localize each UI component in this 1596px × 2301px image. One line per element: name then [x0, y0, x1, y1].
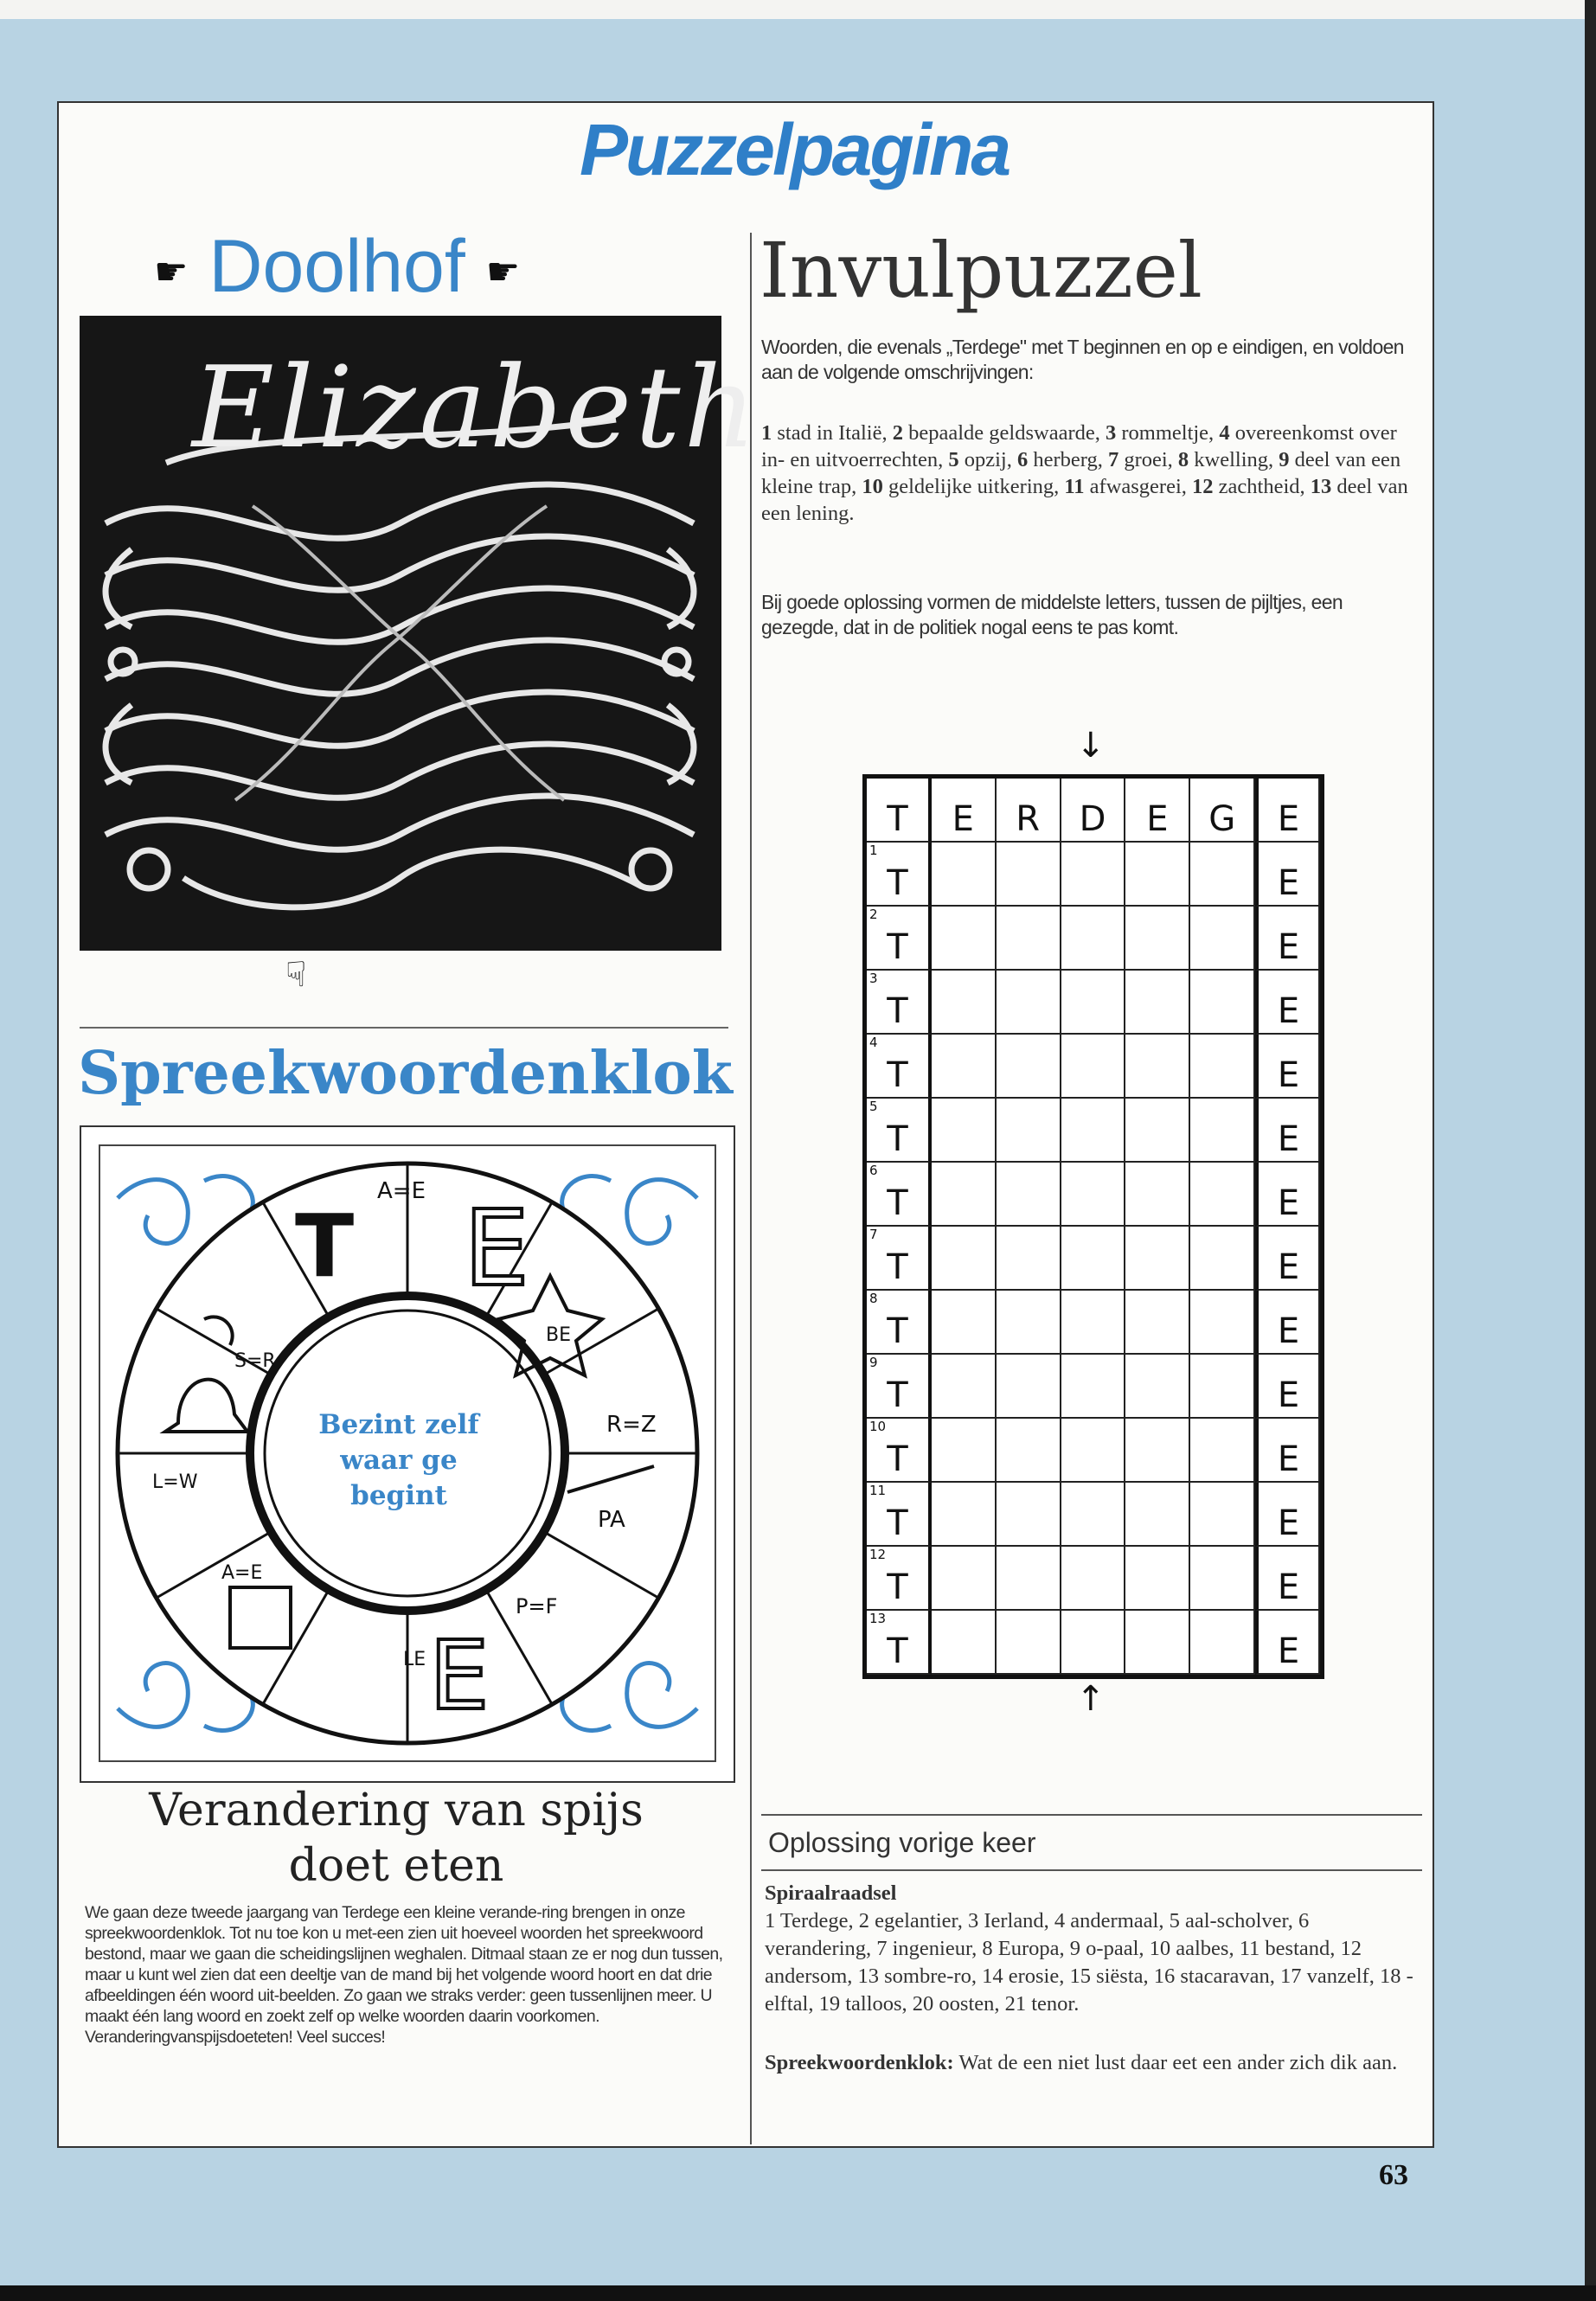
grid-cell: [1255, 1419, 1320, 1483]
previous-solution: [761, 1814, 1419, 2143]
clock-segment-label: S=R: [234, 1350, 276, 1372]
grid-cell: [1255, 1163, 1320, 1227]
grid-cell: [867, 907, 932, 971]
grid-cell: [1125, 1291, 1190, 1355]
scan-right-edge: [1585, 0, 1596, 2301]
grid-cell: [1255, 1035, 1320, 1099]
grid-row-number: 6: [869, 1163, 878, 1178]
fill-in-grid: [862, 774, 1324, 1679]
grid-cell: [1061, 1099, 1126, 1163]
grid-cell: [1125, 1227, 1190, 1291]
clock-segment-label: PA: [598, 1507, 625, 1533]
grid-letter: D: [1079, 799, 1106, 839]
grid-cell: [997, 1163, 1061, 1227]
grid-letter: T: [887, 1503, 908, 1543]
pointing-hand-icon: ☛: [154, 250, 189, 293]
grid-cell: [1125, 971, 1190, 1035]
arrow-up-icon: ↑: [1076, 1679, 1106, 1719]
grid-letter: T: [887, 1375, 908, 1415]
grid-cell: [1125, 1355, 1190, 1419]
grid-cell: [1190, 1483, 1255, 1547]
grid-cell: [1061, 907, 1126, 971]
grid-cell: [1190, 1291, 1255, 1355]
clue-text: afwasgerei,: [1084, 475, 1193, 498]
clock-segment-label: P=F: [516, 1594, 558, 1618]
grid-row-number: 3: [869, 971, 878, 986]
pointing-hand-icon: ☛: [485, 250, 521, 293]
grid-letter: R: [1016, 799, 1041, 839]
spiral-solution-text: 1 Terdege, 2 egelantier, 3 Ierland, 4 andermaal, 5 aal-scholver, 6 verandering, 7 ingenieur, 8 Europa, 9 o-paal, 10 aalbes, 11 bestand, 12 andersom, 13 sombre-ro, 14 erosie, 15 siësta, 16 stacaravan, 17 vanzelf, 18 -elftal, 19 talloos, 20 oosten, 21 tenor.: [765, 1909, 1413, 2016]
grid-cell: [1190, 1227, 1255, 1291]
grid-cell: [867, 1611, 932, 1675]
grid-cell: [932, 1611, 997, 1675]
grid-letter: T: [887, 1631, 908, 1671]
grid-header-cell: [997, 779, 1061, 843]
grid-cell: [1125, 1099, 1190, 1163]
grid-cell: [1190, 1035, 1255, 1099]
grid-cell: [997, 1291, 1061, 1355]
clue-number: 10: [862, 475, 883, 498]
grid-cell: [1061, 971, 1126, 1035]
grid-cell: [932, 1419, 997, 1483]
grid-letter: T: [887, 1055, 908, 1095]
grid-letter: T: [887, 1183, 908, 1223]
grid-cell: [932, 1291, 997, 1355]
grid-row-number: 8: [869, 1291, 878, 1306]
grid-letter: E: [1277, 1183, 1300, 1223]
grid-cell: [1255, 1227, 1320, 1291]
grid-letter: E: [952, 799, 974, 839]
clue-text: opzij,: [958, 448, 1017, 471]
grid-letter: G: [1208, 799, 1236, 839]
grid-cell: [1190, 1419, 1255, 1483]
grid-cell: [1125, 1163, 1190, 1227]
grid-letter: E: [1277, 1503, 1300, 1543]
grid-letter: E: [1277, 927, 1300, 967]
grid-cell: [1190, 1611, 1255, 1675]
clock-center-line: begint: [350, 1480, 447, 1511]
fill-in-note: Bij goede oplossing vormen de middelste letters, tussen de pijltjes, een gezegde, dat in de politiek nogal eens te pas komt.: [761, 591, 1343, 638]
grid-letter: E: [1277, 1567, 1300, 1607]
clue-text: deel van een kleine trap,: [761, 448, 1401, 498]
scan-top-edge: [0, 0, 1596, 19]
grid-cell: [997, 1547, 1061, 1611]
grid-cell: [1190, 1355, 1255, 1419]
grid-cell: [1190, 1547, 1255, 1611]
grid-cell: [1190, 843, 1255, 907]
grid-cell: [1255, 907, 1320, 971]
grid-cell: [1255, 1355, 1320, 1419]
clue-text: rommeltje,: [1116, 421, 1220, 445]
clue-number: 4: [1219, 421, 1230, 445]
grid-cell: [867, 1483, 932, 1547]
grid-cell: [997, 1611, 1061, 1675]
grid-cell: [1125, 1035, 1190, 1099]
grid-letter: T: [887, 1439, 908, 1479]
grid-cell: [867, 1355, 932, 1419]
clock-center-line: waar ge: [340, 1445, 458, 1476]
grid-cell: [867, 1227, 932, 1291]
grid-cell: [997, 971, 1061, 1035]
grid-letter: T: [887, 863, 908, 903]
grid-cell: [1061, 1291, 1126, 1355]
grid-cell: [1255, 1483, 1320, 1547]
grid-header-cell: [1190, 779, 1255, 843]
clock-segment-label: A=E: [377, 1178, 426, 1204]
change-heading-line: doet eten: [288, 1840, 504, 1892]
grid-cell: [932, 907, 997, 971]
grid-cell: [1255, 1291, 1320, 1355]
grid-cell: [997, 1035, 1061, 1099]
spiral-solution: [765, 1880, 1419, 2018]
fill-in-intro: Woorden, die evenals „Terdege" met T beginnen en op e eindigen, en voldoen aan de volgende omschrijvingen:: [761, 336, 1404, 383]
grid-row-number: 11: [869, 1483, 887, 1498]
grid-cell: [1255, 971, 1320, 1035]
grid-letter: T: [887, 799, 908, 839]
grid-cell: [932, 1035, 997, 1099]
clue-text: zachtheid,: [1213, 475, 1311, 498]
grid-cell: [997, 1355, 1061, 1419]
grid-cell: [867, 1419, 932, 1483]
clock-segment-label: E: [429, 1620, 490, 1731]
grid-letter: E: [1277, 1055, 1300, 1095]
clue-number: 11: [1064, 475, 1085, 498]
grid-header-cell: [1125, 779, 1190, 843]
grid-letter: E: [1277, 1311, 1300, 1351]
arrow-down-icon: ↓: [1076, 726, 1106, 766]
grid-letter: T: [887, 1119, 908, 1159]
clock-segment-label: L=W: [152, 1471, 198, 1493]
clue-text: bepaalde geldswaarde,: [902, 421, 1106, 445]
clue-number: 3: [1105, 421, 1117, 445]
grid-letter: E: [1277, 991, 1300, 1031]
grid-row-number: 9: [869, 1355, 878, 1370]
clue-number: 2: [892, 421, 903, 445]
grid-cell: [867, 1035, 932, 1099]
scan-bottom-edge: [0, 2285, 1596, 2301]
grid-cell: [867, 1547, 932, 1611]
clue-text: geldelijke uitkering,: [882, 475, 1065, 498]
grid-cell: [1061, 1227, 1126, 1291]
grid-row-number: 10: [869, 1419, 887, 1434]
grid-cell: [1061, 843, 1126, 907]
grid-cell: [1255, 1099, 1320, 1163]
grid-letter: T: [887, 991, 908, 1031]
grid-cell: [1125, 1419, 1190, 1483]
clock-segment-label: LE: [403, 1649, 426, 1670]
grid-cell: [997, 907, 1061, 971]
fill-in-clues: [761, 420, 1419, 527]
grid-letter: T: [887, 1567, 908, 1607]
clue-text: herberg,: [1028, 448, 1108, 471]
clock-center-line: Bezint zelf: [318, 1409, 479, 1440]
clue-text: overeenkomst over in- en uitvoerrechten,: [761, 421, 1397, 471]
grid-row-number: 7: [869, 1227, 878, 1242]
grid-row-number: 12: [869, 1547, 887, 1562]
grid-cell: [867, 1163, 932, 1227]
grid-row-number: 13: [869, 1611, 887, 1626]
clue-number: 5: [948, 448, 959, 471]
grid-letter: T: [887, 927, 908, 967]
puzzle-page: [57, 101, 1434, 2148]
grid-letter: T: [887, 1311, 908, 1351]
grid-cell: [867, 843, 932, 907]
grid-cell: [1255, 1611, 1320, 1675]
grid-header-cell: [1061, 779, 1126, 843]
maze-heading: Doolhof: [208, 225, 465, 308]
grid-row-number: 1: [869, 843, 878, 858]
grid-letter: E: [1277, 1247, 1300, 1287]
grid-letter: E: [1277, 1439, 1300, 1479]
grid-cell: [1061, 1611, 1126, 1675]
proverb-solution: [765, 2049, 1419, 2077]
clue-number: 8: [1177, 448, 1189, 471]
clue-text: kwelling,: [1189, 448, 1279, 471]
spiral-solution-title: Spiraalraadsel: [765, 1881, 897, 1905]
section-divider: [80, 1027, 728, 1029]
proverb-clock-heading: Spreekwoordenklok: [78, 1039, 733, 1108]
maze-word: Elizabeth: [192, 342, 760, 473]
fill-in-puzzle-heading: Invulpuzzel: [760, 226, 1202, 315]
grid-cell: [1061, 1355, 1126, 1419]
grid-cell: [867, 1099, 932, 1163]
grid-cell: [997, 1227, 1061, 1291]
clue-text: deel van een lening.: [761, 475, 1408, 525]
grid-cell: [1125, 1547, 1190, 1611]
grid-row-number: 5: [869, 1099, 878, 1114]
grid-header-cell: [1255, 779, 1320, 843]
column-divider: [750, 233, 752, 2144]
grid-cell: [932, 1099, 997, 1163]
maze-heading-row: [154, 224, 760, 310]
grid-cell: [932, 1547, 997, 1611]
grid-letter: E: [1277, 1631, 1300, 1671]
grid-cell: [1190, 907, 1255, 971]
clock-segment-label: T: [295, 1195, 355, 1297]
page-title: Puzzelpagina: [579, 109, 1010, 190]
grid-header-cell: [932, 779, 997, 843]
proverb-solution-title: Spreekwoordenklok:: [765, 2051, 954, 2074]
grid-cell: [997, 1419, 1061, 1483]
clue-number: 12: [1192, 475, 1214, 498]
grid-letter: E: [1277, 1375, 1300, 1415]
grid-cell: [1125, 843, 1190, 907]
change-heading-line: Verandering van spijs: [149, 1785, 644, 1836]
grid-cell: [867, 971, 932, 1035]
grid-letter: E: [1146, 799, 1169, 839]
change-body-text: We gaan deze tweede jaargang van Terdege een kleine verande-ring brengen in onze spreekwoordenklok. Tot nu toe kon u met-een zien uit hoeveel woorden het spreekwoord bestond, maar we gaan die scheidingslijnen weghalen. Ditmaal staan ze er nog dun tussen, maar u kunt wel zien dat een deeltje van de mand bij het volgende woord hoort en dat drie afbeeldingen één woord uit-beelden. Zo gaan we straks verder: geen tussenlijnen meer. U maakt één lang woord en zoekt zelf op welke woorden daarin voorkomen. Veranderingvanspijsdoeteten! Veel succes!: [85, 1903, 723, 2047]
clock-center-text: [312, 1407, 485, 1514]
clock-segment-label: E: [464, 1189, 529, 1310]
grid-cell: [1125, 1483, 1190, 1547]
grid-cell: [1061, 1035, 1126, 1099]
proverb-clock-frame: [80, 1125, 735, 1783]
clue-number: 6: [1016, 448, 1029, 471]
grid-letter: E: [1277, 799, 1300, 839]
maze-image: [80, 316, 760, 951]
clue-text: stad in Italië,: [772, 421, 893, 445]
grid-cell: [997, 1483, 1061, 1547]
grid-row-number: 2: [869, 907, 878, 922]
clue-text: groei,: [1118, 448, 1178, 471]
grid-cell: [932, 843, 997, 907]
clue-number: 7: [1107, 448, 1119, 471]
clue-number: 1: [761, 421, 772, 445]
grid-cell: [1190, 1099, 1255, 1163]
grid-cell: [1190, 1163, 1255, 1227]
clock-segment-label: BE: [546, 1324, 571, 1346]
grid-cell: [1061, 1483, 1126, 1547]
grid-cell: [932, 971, 997, 1035]
clock-segment-label: A=E: [221, 1562, 263, 1584]
grid-cell: [1061, 1419, 1126, 1483]
proverb-clock-inner-frame: [99, 1144, 716, 1762]
grid-row-number: 4: [869, 1035, 878, 1050]
grid-cell: [932, 1483, 997, 1547]
grid-letter: T: [887, 1247, 908, 1287]
grid-cell: [1125, 907, 1190, 971]
grid-cell: [1255, 843, 1320, 907]
grid-cell: [932, 1355, 997, 1419]
grid-cell: [997, 1099, 1061, 1163]
grid-cell: [932, 1163, 997, 1227]
clue-number: 13: [1310, 475, 1332, 498]
clue-number: 9: [1279, 448, 1290, 471]
grid-cell: [1061, 1163, 1126, 1227]
pointing-hand-down-icon: ☟: [285, 955, 307, 995]
grid-cell: [1125, 1611, 1190, 1675]
proverb-solution-text: Wat de een niet lust daar eet een ander zich dik aan.: [958, 2051, 1398, 2074]
grid-cell: [932, 1227, 997, 1291]
previous-solution-heading: Oplossing vorige keer: [761, 1814, 1422, 1871]
change-heading: [111, 1783, 682, 1894]
grid-header-cell: [867, 779, 932, 843]
page-number: 63: [1379, 2159, 1408, 2191]
grid-cell: [1190, 971, 1255, 1035]
grid-letter: E: [1277, 1119, 1300, 1159]
clock-segment-label: R=Z: [606, 1412, 657, 1438]
grid-cell: [867, 1291, 932, 1355]
grid-cell: [1255, 1547, 1320, 1611]
grid-letter: E: [1277, 863, 1300, 903]
grid-cell: [1061, 1547, 1126, 1611]
grid-cell: [997, 843, 1061, 907]
